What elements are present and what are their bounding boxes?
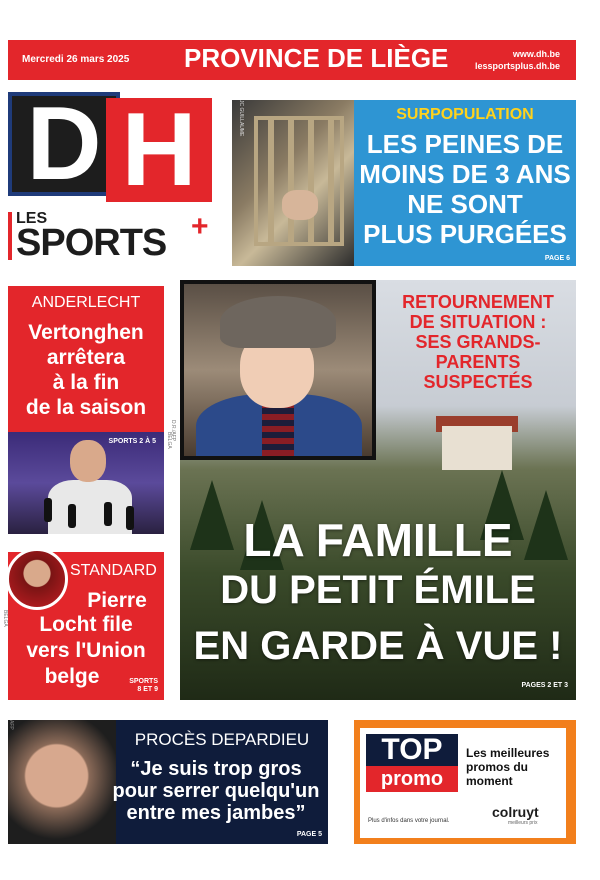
depardieu-photo	[8, 720, 116, 844]
prison-photo[interactable]	[232, 100, 354, 266]
boy-cap	[220, 296, 336, 348]
photo-credit: BELGA	[2, 610, 8, 627]
surpopulation-story[interactable]	[354, 100, 576, 266]
story-headline-line: belge	[44, 665, 100, 688]
story-kicker: PROCÈS DEPARDIEU	[134, 730, 310, 749]
logo-d-letter: D	[26, 86, 102, 202]
bar	[308, 120, 314, 242]
promo-note: Plus d'infos dans votre journal.	[368, 818, 450, 824]
kicker-line: DE SITUATION :	[409, 312, 547, 332]
sports-website-link[interactable]: lessportsplus.dh.be	[474, 61, 560, 71]
colruyt-tagline: meilleurs prix	[508, 820, 538, 826]
promo-text: Les meilleures promos du moment	[466, 746, 550, 788]
page-reference	[129, 678, 158, 694]
edition-province: PROVINCE DE LIÈGE	[184, 43, 449, 73]
story-headline-line: NE SONT	[407, 189, 523, 219]
story-headline-line: arrêtera	[46, 346, 126, 369]
logo-d-block	[8, 86, 120, 202]
quote-line: “Je suis trop gros	[130, 758, 302, 780]
story-kicker: STANDARD	[70, 562, 157, 579]
website-link[interactable]: www.dh.be	[512, 49, 560, 59]
standard-story[interactable]	[8, 552, 164, 700]
vertonghen-photo[interactable]	[8, 432, 164, 534]
bar	[328, 120, 334, 242]
page-reference: PAGES 2 ET 3	[521, 682, 568, 689]
player-body	[48, 480, 132, 534]
page-reference-line: SPORTS	[129, 678, 158, 685]
story-kicker: SURPOPULATION	[396, 106, 534, 123]
main-headline-line[interactable]: DU PETIT ÉMILE	[220, 568, 536, 612]
story-headline-line: Vertonghen	[28, 321, 144, 344]
logo-plus: +	[191, 210, 209, 243]
top-promo-ad[interactable]	[354, 720, 576, 844]
logo-h-block	[106, 92, 212, 208]
top-banner	[8, 40, 576, 80]
microphone-icon	[68, 504, 76, 528]
story-headline-line: PLUS PURGÉES	[363, 219, 567, 249]
logo-sports: SPORTS	[16, 222, 167, 264]
story-headline-line: à la fin	[52, 371, 120, 394]
page-reference-line: 8 ET 9	[137, 686, 158, 693]
kicker-line: RETOURNEMENT	[402, 292, 554, 312]
edition-date: Mercredi 26 mars 2025	[22, 54, 130, 65]
house	[442, 426, 512, 470]
bar	[288, 120, 294, 242]
story-headline-line: LES PEINES DE	[366, 129, 564, 159]
page-reference: PAGE 6	[544, 255, 570, 262]
photo-credit: AFP	[8, 720, 14, 730]
main-headline-line[interactable]: EN GARDE À VUE !	[193, 624, 563, 668]
promo-card	[360, 728, 566, 838]
story-headline-line: vers l'Union	[26, 639, 146, 662]
locht-avatar	[6, 548, 68, 610]
promo-top-label: TOP	[366, 734, 458, 766]
story-headline-line: Pierre	[87, 589, 147, 612]
story-headline-line: Locht file	[39, 613, 133, 636]
emile-photo[interactable]	[180, 280, 376, 460]
kicker-line: SES GRANDS-	[415, 332, 541, 352]
story-kicker: ANDERLECHT	[31, 294, 141, 311]
bar	[268, 120, 274, 242]
photo-credit: BELGA	[166, 432, 172, 449]
page-reference: PAGE 5	[296, 831, 322, 838]
story-headline-line: MOINS DE 3 ANS	[359, 159, 571, 189]
kicker-line: PARENTS SUSPECTÉS	[423, 352, 533, 392]
depardieu-story[interactable]	[8, 720, 328, 844]
dh-logo	[8, 86, 220, 268]
hand	[282, 190, 318, 220]
logo-red-bar	[8, 212, 12, 260]
quote-line: entre mes jambes”	[126, 802, 306, 824]
prison-bars	[254, 116, 344, 246]
logo-h-letter: H	[121, 92, 197, 208]
boy-shirt	[262, 402, 294, 460]
main-headline-line[interactable]: LA FAMILLE	[243, 514, 513, 566]
promo-label: promo	[366, 766, 458, 792]
photo-credit: D.R./AFP	[170, 420, 176, 442]
main-story-kicker	[380, 292, 576, 392]
quote-line: pour serrer quelqu'un	[112, 780, 320, 802]
anderlecht-story[interactable]	[8, 286, 164, 432]
player-head	[70, 440, 106, 482]
microphone-icon	[44, 498, 52, 522]
story-headline-line: de la saison	[25, 396, 147, 419]
microphone-icon	[126, 506, 134, 530]
photo-credit: JC GUILLAUME	[238, 100, 244, 137]
microphone-icon	[104, 502, 112, 526]
logo-les: LES	[16, 210, 48, 227]
colruyt-logo: colruyt	[492, 804, 539, 820]
page-reference: SPORTS 2 À 5	[108, 438, 156, 445]
